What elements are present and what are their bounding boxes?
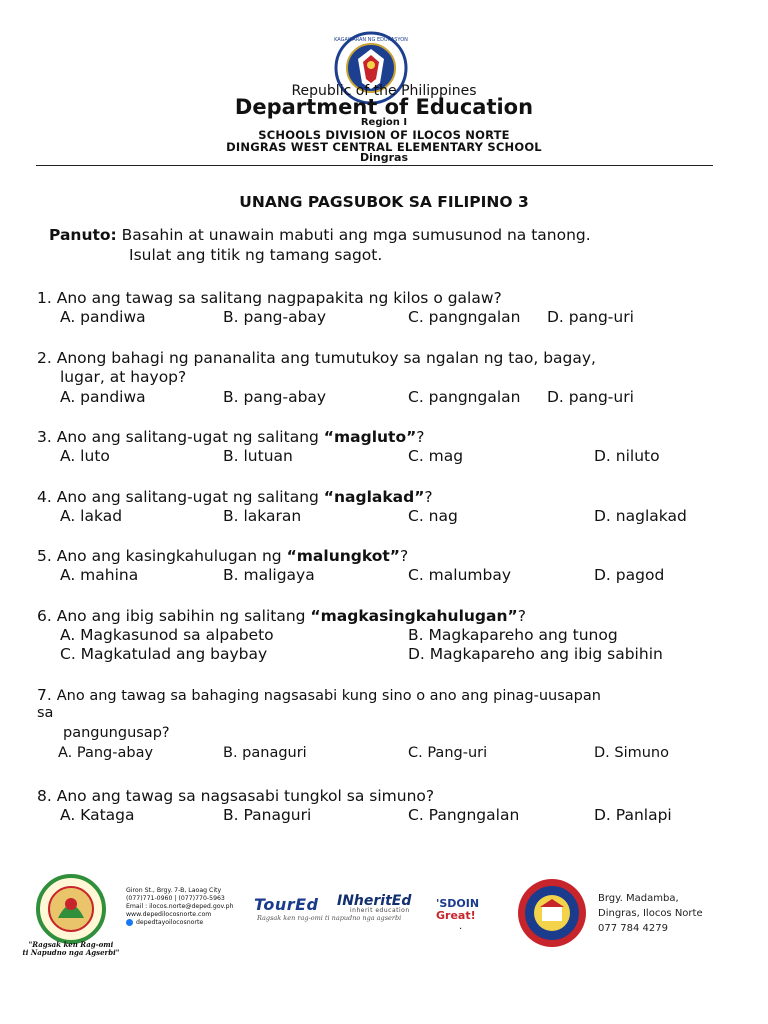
question-text: Ano ang tawag sa salitang nagpapakita ng kilos o galaw? [56, 289, 502, 307]
question-2 [37, 348, 596, 368]
question-mark: ? [424, 488, 433, 506]
option-a: A. mahina [60, 566, 139, 584]
dingras-west-central-badge-icon [516, 877, 588, 949]
option-b: B. Magkapareho ang tunog [408, 626, 618, 644]
footer-dot: . [459, 921, 463, 932]
option-d: D. pang-uri [547, 388, 634, 406]
question-text-cont: lugar, at hayop? [60, 368, 187, 386]
option-c: C. Pangngalan [408, 806, 520, 824]
question-6 [37, 606, 526, 626]
sdo-ilocos-norte-logo-icon [36, 874, 106, 944]
question-number: 3. [37, 428, 52, 446]
question-text: Ano ang salitang-ugat ng salitang [56, 428, 324, 446]
question-5 [37, 546, 408, 566]
sdo-address [126, 887, 234, 919]
question-mark: ? [517, 607, 526, 625]
question-4 [37, 487, 433, 507]
instructions-line-1: Basahin at unawain mabuti ang mga sumusunod na tanong. [121, 226, 591, 244]
option-a: A. luto [60, 447, 110, 465]
option-c: C. Pang-uri [408, 745, 488, 761]
option-d: D. pagod [594, 566, 665, 584]
option-d: D. Simuno [594, 745, 669, 761]
question-number: 4. [37, 488, 52, 506]
header-divider [36, 165, 713, 166]
question-text-cont: sa [37, 705, 54, 721]
address-line: Email : ilocos.norte@deped.gov.ph [126, 903, 234, 910]
question-number: 5. [37, 547, 52, 565]
question-1 [37, 288, 502, 308]
option-d: D. Panlapi [594, 806, 672, 824]
facebook-link[interactable] [126, 919, 203, 926]
option-b: B. Panaguri [223, 806, 312, 824]
question-text: Ano ang salitang-ugat ng salitang [56, 488, 324, 506]
option-b: B. lutuan [223, 447, 293, 465]
question-3 [37, 427, 425, 447]
question-text: Ano ang ibig sabihin ng salitang [56, 607, 311, 625]
option-c: C. mag [408, 447, 464, 465]
svg-text:KAGAWARAN NG EDUKASYON: KAGAWARAN NG EDUKASYON [334, 37, 408, 43]
toured-logo [254, 895, 319, 914]
option-a: A. Magkasunod sa alpabeto [60, 626, 274, 644]
instructions [49, 224, 739, 246]
facebook-handle: depedtayoilocosnorte [136, 919, 204, 926]
option-c: C. pangngalan [408, 308, 521, 326]
question-keyword: “naglakad” [323, 488, 425, 506]
address-line: (077)771-0960 | (077)770-5963 [126, 895, 225, 902]
facebook-icon [126, 919, 133, 926]
question-text: Ano ang tawag sa bahaging nagsasabi kung sino o ano ang pinag-uusapan [56, 688, 601, 704]
school-name: DINGRAS WEST CENTRAL ELEMENTARY SCHOOL [226, 140, 542, 154]
question-mark: ? [416, 428, 425, 446]
question-text: Anong bahagi ng pananalita ang tumutukoy sa ngalan ng tao, bagay, [56, 349, 596, 367]
option-b: B. panaguri [223, 745, 307, 761]
option-b: B. maligaya [223, 566, 315, 584]
option-c: C. pangngalan [408, 388, 521, 406]
school-phone: 077 784 4279 [598, 923, 668, 934]
address-line: Giron St., Brgy. 7-B, Laoag City [126, 887, 222, 894]
question-text-cont-2: pangungusap? [63, 725, 170, 741]
motto-line-2: ti Napudno nga Agserbi" [22, 948, 120, 957]
sdo-motto [20, 941, 122, 957]
school-address [598, 891, 703, 936]
republic-line: Republic of the Philippines [291, 83, 477, 99]
toured-tagline: Ragsak ken rag-omi ti napudno nga agserbi [257, 914, 402, 922]
address-line: www.depedilocosnorte.com [126, 911, 212, 918]
option-c: C. nag [408, 507, 458, 525]
option-a: A. pandiwa [60, 308, 146, 326]
question-text: Ano ang kasingkahulugan ng [56, 547, 287, 565]
town-line: Dingras [359, 151, 408, 164]
question-number: 1. [37, 289, 52, 307]
sdoin-great-logo [436, 898, 479, 922]
question-mark: ? [400, 547, 409, 565]
inherited-logo: INheritEd [337, 893, 412, 909]
option-c: C. Magkatulad ang baybay [60, 645, 268, 663]
option-b: B. pang-abay [223, 388, 327, 406]
sdoin-line-2: Great! [436, 909, 476, 922]
option-d: D. niluto [594, 447, 660, 465]
option-c: C. malumbay [408, 566, 512, 584]
question-8 [37, 786, 434, 806]
question-7 [37, 685, 601, 706]
toured-text: TourEd [254, 895, 319, 914]
question-text: Ano ang tawag sa nagsasabi tungkol sa simuno? [56, 787, 435, 805]
region-line: Region I [360, 117, 408, 128]
option-a: A. Pang-abay [58, 745, 154, 761]
question-number: 6. [37, 607, 52, 625]
question-number: 8. [37, 787, 52, 805]
option-a: A. Kataga [60, 806, 135, 824]
option-a: A. pandiwa [60, 388, 146, 406]
question-keyword: “malungkot” [286, 547, 400, 565]
question-keyword: “magluto” [323, 428, 417, 446]
option-d: D. naglakad [594, 507, 687, 525]
exam-title: UNANG PAGSUBOK SA FILIPINO 3 [239, 193, 529, 211]
instructions-line-2: Isulat ang titik ng tamang sagot. [129, 246, 383, 264]
option-b: B. pang-abay [223, 308, 327, 326]
option-a: A. lakad [60, 507, 123, 525]
question-number: 2. [37, 349, 52, 367]
motto-line-1: "Ragsak ken Rag-omi [28, 940, 114, 949]
option-d: D. Magkapareho ang ibig sabihin [408, 645, 663, 663]
division-line: SCHOOLS DIVISION OF ILOCOS NORTE [258, 128, 510, 142]
question-keyword: “magkasingkahulugan” [310, 607, 518, 625]
sdoin-line-1: 'SDOIN [436, 897, 480, 910]
option-b: B. lakaran [223, 507, 302, 525]
school-address-line: Brgy. Madamba, [598, 893, 679, 904]
department-title: Department of Education [234, 95, 534, 119]
option-d: D. pang-uri [547, 308, 634, 326]
school-address-line: Dingras, Ilocos Norte [598, 908, 703, 919]
instructions-label: Panuto: [49, 226, 117, 244]
inherited-subtitle: inherit education [350, 907, 410, 914]
question-number: 7. [37, 686, 52, 704]
